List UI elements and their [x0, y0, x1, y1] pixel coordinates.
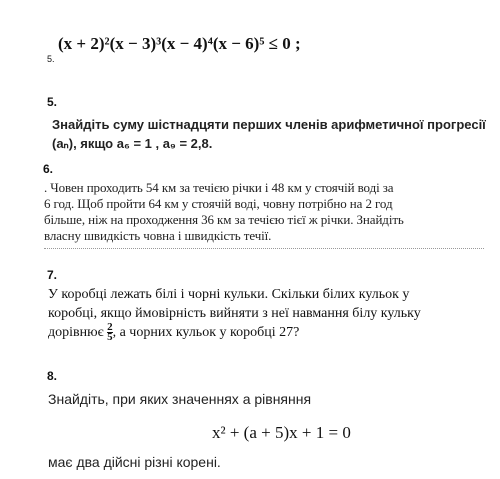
task8-line2: має два дійсні різні корені.: [48, 454, 221, 470]
task-number-8: 8.: [47, 369, 58, 383]
task6-line1: . Човен проходить 54 км за течією річки і 48 км у стоячій воді за: [44, 180, 394, 195]
cut-off-line: [44, 248, 484, 252]
fraction-numerator: 2: [107, 321, 113, 334]
task6-line3: більше, ніж на проходження 36 км за течією тієї ж річки. Знайдіть: [44, 212, 404, 227]
task7-line3-end: , а чорних кульок у коробці 27?: [112, 325, 300, 340]
task7-line3-start: дорівнює: [48, 325, 104, 340]
task5-line1: Знайдіть суму шістнадцяти перших членів арифметичної прогресії: [52, 117, 486, 132]
task7-line1: У коробці лежать білі і чорні кульки. Скільки білих кульок у: [48, 287, 410, 302]
task7-line3: [48, 323, 488, 342]
inequality: (x + 2)²(x − 3)³(x − 4)⁴(x − 6)⁵ ≤ 0 ;: [58, 34, 301, 53]
task6-text: [44, 180, 484, 244]
task7-text: [48, 285, 488, 342]
task8-line1: Знайдіть, при яких значеннях a рівняння: [48, 391, 312, 407]
task-number-5: 5.: [47, 95, 58, 109]
task7-line2: коробці, якщо ймовірність вийняти з неї навмання білу кульку: [48, 306, 421, 321]
task6-line2: 6 год. Щоб пройти 64 км у стоячій воді, човну потрібно на 2 год: [44, 196, 393, 211]
header-number: 5.: [47, 54, 55, 64]
fraction-denominator: 5: [107, 331, 113, 344]
task5-text: [52, 115, 492, 153]
task-number-7: 7.: [47, 268, 58, 282]
task6-line4: власну швидкість човна і швидкість течії.: [44, 228, 272, 243]
task8-equation: x² + (a + 5)x + 1 = 0: [212, 423, 351, 442]
task5-line2: (aₙ), якщо a₆ = 1 , a₉ = 2,8.: [52, 136, 213, 151]
task-number-6: 6.: [43, 162, 54, 176]
